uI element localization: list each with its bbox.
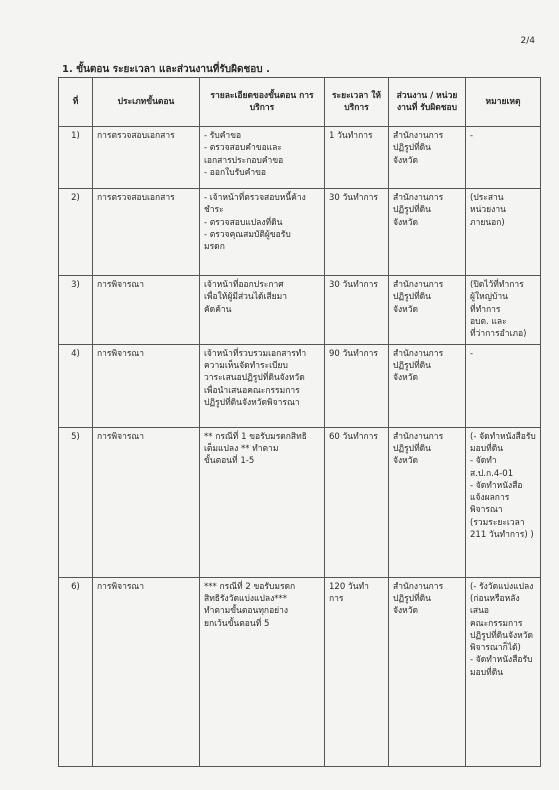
remark-cell: (ประสาน หน่วยงาน ภายนอก) (466, 189, 541, 276)
row-number: 4) (59, 344, 93, 427)
table-row (59, 577, 541, 766)
remark-cell: - (466, 127, 541, 189)
duration-cell: 1 วันทำการ (325, 127, 389, 189)
page-number: 2/4 (520, 36, 535, 46)
step-type-cell: การตรวจสอบเอกสาร (93, 189, 200, 276)
agency-cell: สำนักงานการ ปฏิรูปที่ดิน จังหวัด (389, 276, 466, 345)
row-number: 3) (59, 276, 93, 345)
remark-cell: (ปิดไว้ที่ทำการ ผู้ใหญ่บ้านที่ทำการ อบต. และ ที่ว่าการอำเภอ) (466, 276, 541, 345)
detail-cell: เจ้าหน้าที่ออกประกาศ เพื่อให้ผู้มีส่วนได้เสียมา คัดค้าน (200, 276, 325, 345)
step-type-cell: การตรวจสอบเอกสาร (93, 127, 200, 189)
step-type-cell: การพิจารณา (93, 344, 200, 427)
agency-cell: สำนักงานการ ปฏิรูปที่ดิน จังหวัด (389, 189, 466, 276)
duration-cell: 30 วันทำการ (325, 276, 389, 345)
agency-cell: สำนักงานการ ปฏิรูปที่ดิน จังหวัด (389, 127, 466, 189)
table-header-row (59, 78, 541, 127)
table-row (59, 127, 541, 189)
remark-cell: (- รังวัดแบ่งแปลง (ก่อนหรือหลัง เสนอ คณะกรรมการ ปฏิรูปที่ดินจังหวัด พิจารณาก็ได้) - จัดทำหนังสือรับ มอบที่ดิน (466, 577, 541, 766)
header-remark: หมายเหตุ (466, 78, 541, 127)
header-no: ที่ (59, 78, 93, 127)
agency-cell: สำนักงานการ ปฏิรูปที่ดิน จังหวัด (389, 577, 466, 766)
duration-cell: 90 วันทำการ (325, 344, 389, 427)
header-agency: ส่วนงาน / หน่วยงานที่ รับผิดชอบ (389, 78, 466, 127)
header-detail: รายละเอียดของขั้นตอน การบริการ (200, 78, 325, 127)
agency-cell: สำนักงานการ ปฏิรูปที่ดิน จังหวัด (389, 344, 466, 427)
duration-cell: 30 วันทำการ (325, 189, 389, 276)
remark-cell: - (466, 344, 541, 427)
row-number: 5) (59, 427, 93, 577)
detail-cell: *** กรณีที่ 2 ขอรับมรดก สิทธิรังวัดแบ่งแปลง*** ทำตามขั้นตอนทุกอย่าง ยกเว้นขั้นตอนที่ 5 (200, 577, 325, 766)
step-type-cell: การพิจารณา (93, 427, 200, 577)
section-title: 1. ขั้นตอน ระยะเวลา และส่วนงานที่รับผิดชอบ . (62, 64, 270, 75)
table-row (59, 344, 541, 427)
table-row (59, 189, 541, 276)
row-number: 2) (59, 189, 93, 276)
step-type-cell: การพิจารณา (93, 276, 200, 345)
detail-cell: - เจ้าหน้าที่ตรวจสอบหนี้ค้าง ชำระ - ตรวจสอบแปลงที่ดิน - ตรวจคุณสมบัติผู้ขอรับ มรดก (200, 189, 325, 276)
detail-cell: ** กรณีที่ 1 ขอรับมรดกสิทธิ เต็มแปลง ** ทำตาม ขั้นตอนที่ 1-5 (200, 427, 325, 577)
remark-cell: (- จัดทำหนังสือรับ มอบที่ดิน - จัดทำ ส.ป.ก.4-01 - จัดทำหนังสือ แจ้งผลการ พิจารณา (รวมระยะเวลา 211 วันทำการ) ) (466, 427, 541, 577)
table-row (59, 276, 541, 345)
header-step-type: ประเภทขั้นตอน (93, 78, 200, 127)
duration-cell: 120 วันทำ การ (325, 577, 389, 766)
agency-cell: สำนักงานการ ปฏิรูปที่ดิน จังหวัด (389, 427, 466, 577)
step-type-cell: การพิจารณา (93, 577, 200, 766)
row-number: 1) (59, 127, 93, 189)
row-number: 6) (59, 577, 93, 766)
service-steps-table (58, 77, 541, 767)
duration-cell: 60 วันทำการ (325, 427, 389, 577)
header-duration: ระยะเวลา ให้บริการ (325, 78, 389, 127)
detail-cell: เจ้าหน้าที่รวบรวมเอกสารทำ ความเห็นจัดทำระเบียบ วาระเสนอปฏิรูปที่ดินจังหวัด เพื่อนำเสนอคณะกรรมการ ปฏิรูปที่ดินจังหวัดพิจารณา (200, 344, 325, 427)
detail-cell: - รับคำขอ - ตรวจสอบคำขอและ เอกสารประกอบคำขอ - ออกใบรับคำขอ (200, 127, 325, 189)
table-row (59, 427, 541, 577)
